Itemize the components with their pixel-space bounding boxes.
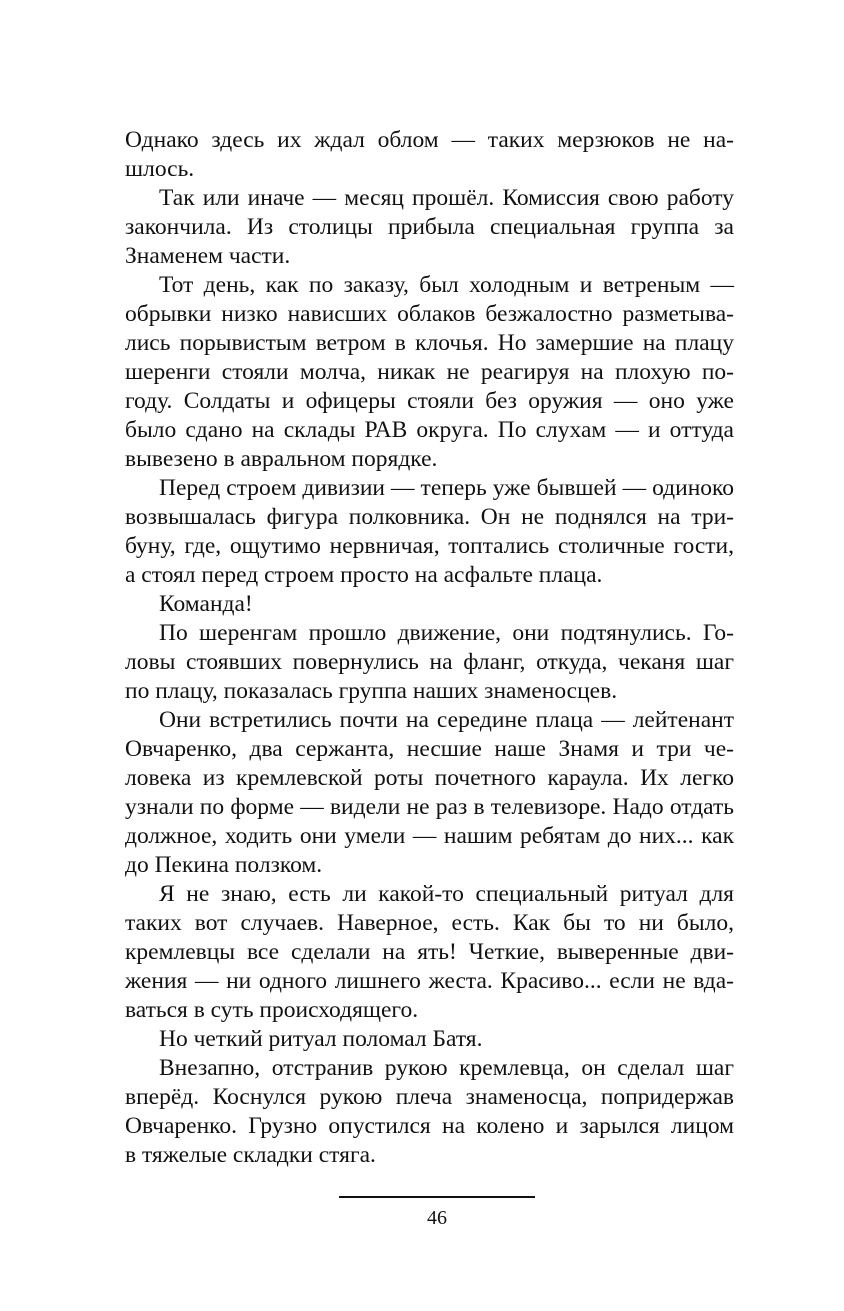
- text-line: Внезапно, отстранив рукою кремлевца, он сделал шаг: [159, 1055, 734, 1081]
- text-line: вперёд. Коснулся рукою плеча знаменосца, попридержав: [125, 1084, 734, 1110]
- paragraph: [125, 1025, 734, 1054]
- text-line: Я не знаю, есть ли какой-то специальный ритуал для: [159, 881, 734, 907]
- page-body-text: [125, 126, 734, 1170]
- text-line: закончила. Из столицы прибыла специальная группа за: [125, 214, 734, 240]
- paragraph: [125, 184, 734, 271]
- text-line: лись порывистым ветром в клочья. Но замершие на плацу: [125, 330, 734, 356]
- text-line: ваться в суть происходящего.: [125, 997, 419, 1023]
- page-number: 46: [427, 1207, 447, 1229]
- text-line: Перед строем дивизии — теперь уже бывшей — одиноко: [159, 475, 734, 501]
- text-line: а стоял перед строем просто на асфальте плаца.: [125, 562, 603, 588]
- paragraph: [125, 126, 734, 184]
- text-line: до Пекина ползком.: [125, 852, 323, 878]
- text-line: буну, где, ощутимо нервничая, топтались столичные гости,: [125, 533, 734, 559]
- text-line: Тот день, как по заказу, был холодным и ветреным —: [159, 272, 734, 298]
- text-line: жения — ни одного лишнего жеста. Красиво... если не вда-: [125, 968, 734, 994]
- text-line: Знаменем части.: [125, 243, 291, 269]
- paragraph: [125, 590, 734, 619]
- text-line: году. Солдаты и офицеры стояли без оружия — оно уже: [125, 388, 734, 414]
- text-line: Так или иначе — месяц прошёл. Комиссия свою работу: [159, 185, 734, 211]
- text-line: узнали по форме — видели не раз в телевизоре. Надо отдать: [125, 794, 734, 820]
- paragraph: [125, 619, 734, 706]
- paragraph: [125, 271, 734, 474]
- text-line: Но четкий ритуал поломал Батя.: [159, 1026, 483, 1052]
- text-line: было сдано на склады РАВ округа. По слухам — и оттуда: [125, 417, 734, 443]
- text-line: кремлевцы все сделали на ять! Четкие, выверенные дви-: [125, 939, 734, 965]
- footer-divider: [339, 1196, 535, 1198]
- text-line: по плацу, показалась группа наших знаменосцев.: [125, 678, 618, 704]
- text-line: обрывки низко нависших облаков безжалостно разметыва-: [125, 301, 734, 327]
- text-line: должное, ходить они умели — нашим ребятам до них... как: [125, 823, 734, 849]
- text-line: ловека из кремлевской роты почетного караула. Их легко: [125, 765, 734, 791]
- paragraph: [125, 880, 734, 1025]
- text-line: Овчаренко. Грузно опустился на колено и зарылся лицом: [125, 1113, 734, 1139]
- text-line: Они встретились почти на середине плаца — лейтенант: [159, 707, 734, 733]
- text-line: таких вот случаев. Наверное, есть. Как бы то ни было,: [125, 910, 734, 936]
- text-line: вывезено в авральном порядке.: [125, 446, 438, 472]
- text-line: Команда!: [159, 591, 253, 617]
- paragraph: [125, 706, 734, 880]
- text-line: шеренги стояли молча, никак не реагируя на плохую по-: [125, 359, 734, 385]
- paragraph: [125, 474, 734, 590]
- text-line: возвышалась фигура полковника. Он не поднялся на три-: [125, 504, 734, 530]
- text-line: в тяжелые складки стяга.: [125, 1142, 376, 1168]
- paragraph: [125, 1054, 734, 1170]
- text-line: Овчаренко, два сержанта, несшие наше Знамя и три че-: [125, 736, 734, 762]
- text-line: По шеренгам прошло движение, они подтянулись. Го-: [159, 620, 734, 646]
- text-line: ловы стоявших повернулись на фланг, откуда, чеканя шаг: [125, 649, 734, 675]
- text-line: Однако здесь их ждал облом — таких мерзюков не на-: [125, 127, 734, 153]
- text-line: шлось.: [125, 156, 195, 182]
